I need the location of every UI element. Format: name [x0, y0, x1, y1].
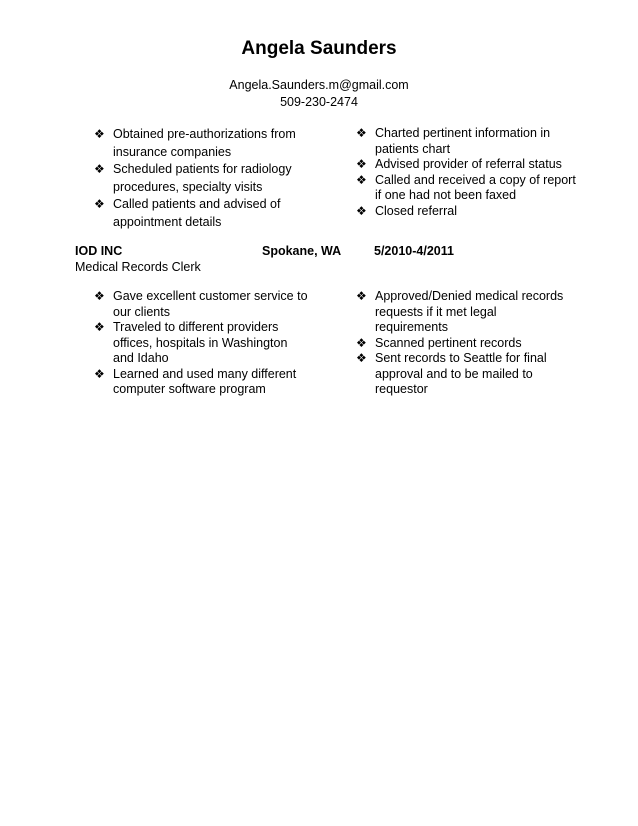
job-dates: 5/2010-4/2011 — [374, 244, 454, 258]
bullet-text: Obtained pre-authorizations from insurance companies — [113, 127, 296, 159]
diamond-bullet-icon: ❖ — [94, 320, 105, 334]
bullet-text: Learned and used many different computer software program — [113, 366, 297, 396]
list-item — [356, 157, 576, 173]
bullet-text: Sent records to Seattle for final approval and to be mailed to requestor — [375, 351, 547, 396]
applicant-name: Angela Saunders — [241, 38, 397, 59]
diamond-bullet-icon: ❖ — [356, 335, 367, 350]
company-name: IOD INC — [75, 244, 123, 258]
email-address: Angela.Saunders.m@gmail.com — [229, 78, 409, 92]
list-item — [94, 320, 309, 367]
bullet-text: Gave excellent customer service to our clients — [113, 289, 308, 319]
bullet-text: Called patients and advised of appointment details — [113, 197, 281, 229]
job-right-bullets — [356, 289, 571, 398]
list-item — [356, 336, 571, 352]
bullet-text: Advised provider of referral status — [375, 157, 562, 171]
diamond-bullet-icon: ❖ — [94, 289, 105, 303]
bullet-text: Scheduled patients for radiology procedures, specialty visits — [113, 162, 292, 194]
diamond-bullet-icon: ❖ — [94, 162, 105, 176]
job-left-bullets — [94, 289, 309, 398]
diamond-bullet-icon: ❖ — [94, 366, 105, 381]
diamond-bullet-icon: ❖ — [356, 172, 367, 187]
list-item — [94, 289, 309, 320]
bullet-text: Called and received a copy of report if one had not been faxed — [375, 172, 576, 202]
bullet-text: Traveled to different providers offices, hospitals in Washington and Idaho — [113, 320, 288, 365]
list-item — [94, 367, 309, 398]
list-item — [356, 351, 571, 398]
list-item — [356, 204, 576, 220]
bullet-text: Approved/Denied medical records requests if it met legal requirements — [375, 289, 564, 334]
diamond-bullet-icon: ❖ — [94, 197, 105, 211]
bullet-text: Charted pertinent information in patients chart — [375, 126, 551, 156]
diamond-bullet-icon: ❖ — [356, 157, 367, 171]
diamond-bullet-icon: ❖ — [94, 127, 105, 141]
list-item — [356, 126, 576, 157]
diamond-bullet-icon: ❖ — [356, 351, 367, 365]
prev-job-right-bullets — [356, 126, 576, 219]
phone-number: 509-230-2474 — [280, 95, 358, 109]
job-location: Spokane, WA — [262, 244, 342, 258]
bullet-text: Scanned pertinent records — [375, 335, 522, 350]
list-item — [356, 173, 576, 204]
bullet-text: Closed referral — [375, 203, 457, 218]
list-item — [94, 196, 304, 231]
prev-job-left-bullets — [94, 126, 304, 231]
diamond-bullet-icon: ❖ — [356, 289, 367, 303]
diamond-bullet-icon: ❖ — [356, 203, 367, 218]
list-item — [94, 161, 304, 196]
list-item — [94, 126, 304, 161]
diamond-bullet-icon: ❖ — [356, 126, 367, 140]
list-item — [356, 289, 571, 336]
job-title: Medical Records Clerk — [75, 260, 201, 274]
